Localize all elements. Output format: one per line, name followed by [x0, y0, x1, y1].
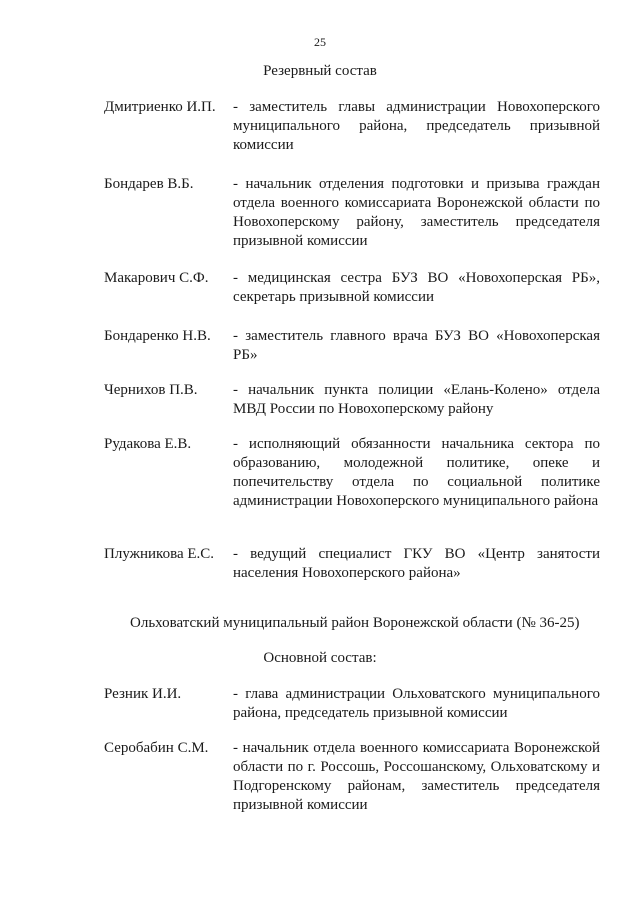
- member-role: - исполняющий обязанности начальника сектора по образованию, молодежной политике, опеке и попечительству отдела по социальной политике администрации Новохоперского муниципального района: [233, 436, 600, 509]
- member-entry: [104, 545, 604, 583]
- reserve-composition-heading: Резервный состав: [263, 63, 377, 79]
- member-name: Бондарев В.Б.: [104, 176, 194, 192]
- member-entry: [104, 685, 604, 723]
- member-role: - начальник отдела военного комиссариата Воронежской области по г. Россошь, Россошанскому, Ольховатскому и Подгоренскому районам, заместитель председателя призывной комиссии: [233, 740, 600, 813]
- member-name: Макарович С.Ф.: [104, 270, 209, 286]
- member-role: - глава администрации Ольховатского муниципального района, председатель призывной комиссии: [233, 686, 600, 721]
- member-name: Бондаренко Н.В.: [104, 328, 211, 344]
- member-name: Плужникова Е.С.: [104, 546, 215, 562]
- member-entry: [104, 175, 604, 251]
- member-role: - начальник отделения подготовки и призыва граждан отдела военного комиссариата Воронежской области по Новохоперскому району, заместитель председателя призывной комиссии: [233, 176, 600, 249]
- member-role: - заместитель главного врача БУЗ ВО «Новохоперская РБ»: [233, 328, 600, 363]
- member-name: Дмитриенко И.П.: [104, 99, 216, 115]
- member-name: Чернихов П.В.: [104, 382, 198, 398]
- district-heading: Ольховатский муниципальный район Воронежской области (№ 36-25): [130, 615, 580, 631]
- main-composition-heading: Основной состав:: [263, 650, 377, 666]
- member-entry: [104, 435, 604, 511]
- member-role: - ведущий специалист ГКУ ВО «Центр занятости населения Новохоперского района»: [233, 546, 600, 581]
- member-entry: [104, 739, 604, 815]
- page-number: 25: [314, 35, 326, 49]
- member-name: Серобабин С.М.: [104, 740, 209, 756]
- member-role: - заместитель главы администрации Новохоперского муниципального района, председатель призывной комиссии: [233, 99, 600, 153]
- member-name: Резник И.И.: [104, 686, 182, 702]
- member-entry: [104, 327, 604, 365]
- member-role: - медицинская сестра БУЗ ВО «Новохоперская РБ», секретарь призывной комиссии: [233, 270, 600, 305]
- member-role: - начальник пункта полиции «Елань-Колено» отдела МВД России по Новохоперскому району: [233, 382, 600, 417]
- member-entry: [104, 269, 604, 307]
- member-name: Рудакова Е.В.: [104, 436, 192, 452]
- member-entry: [104, 98, 604, 155]
- member-entry: [104, 381, 604, 419]
